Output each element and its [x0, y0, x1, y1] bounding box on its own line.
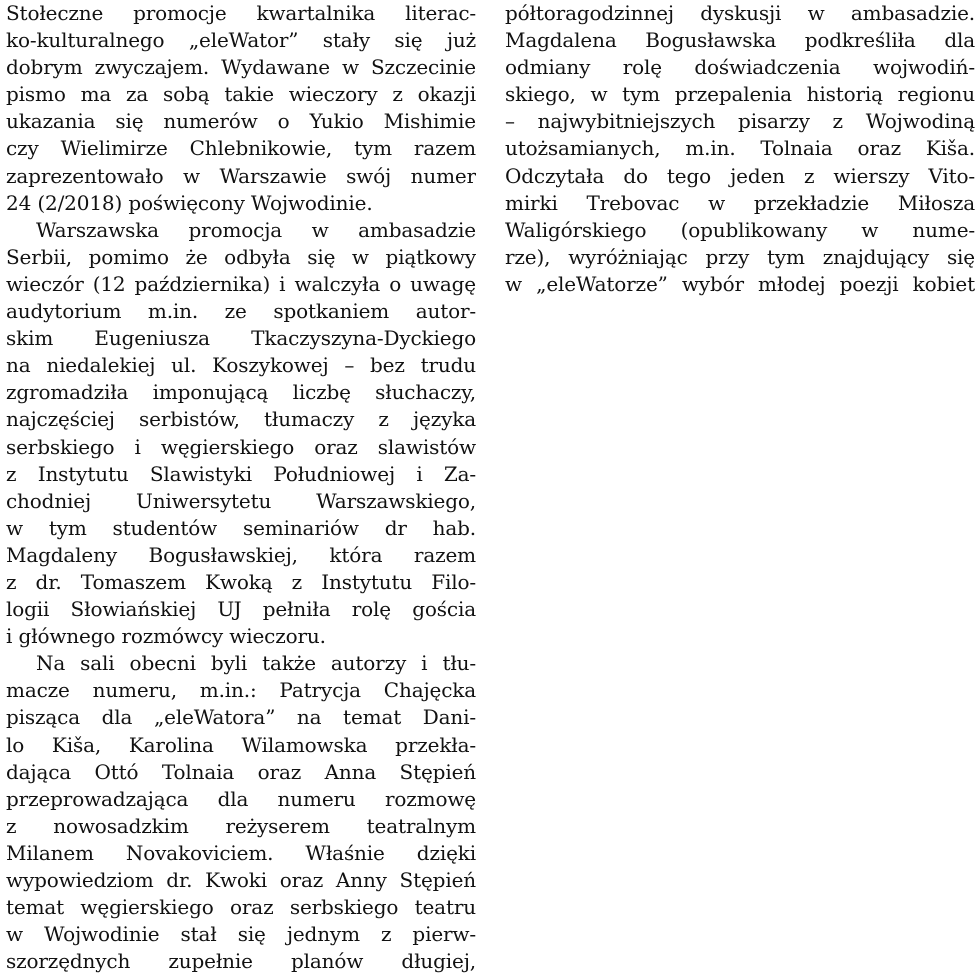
text-line: chodniej Uniwersytetu Warszawskiego, — [6, 488, 476, 513]
article-column-right — [505, 0, 975, 298]
text-line: wypowiedziom dr. Kwoki oraz Anny Stępień — [6, 868, 476, 892]
text-line: audytorium m.in. ze spotkaniem autor- — [6, 299, 476, 324]
text-line: Milanem Novakoviciem. Właśnie dzięki — [6, 840, 476, 865]
text-line: Waligórskiego (opublikowany w nume- — [505, 217, 975, 242]
text-line: najczęściej serbistów, tłumaczy z języka — [6, 407, 476, 432]
text-line: Magdaleny Bogusławskiej, która razem — [6, 542, 476, 567]
text-line: odmiany rolę doświadczenia wojwodiń- — [505, 55, 975, 80]
text-line: przeprowadzająca dla numeru rozmowę — [6, 786, 476, 811]
text-line: skim Eugeniusza Tkaczyszyna-Dyckiego — [6, 326, 476, 351]
text-line: – najwybitniejszych pisarzy z Wojwodiną — [505, 109, 975, 134]
text-line: w „eleWatorze” wybór młodej poezji kobiet — [505, 271, 975, 296]
text-line: pisząca dla „eleWatora” na temat Dani- — [6, 705, 476, 730]
text-line: Warszawska promocja w ambasadzie — [36, 217, 476, 242]
text-line: dająca Ottó Tolnaia oraz Anna Stępień — [6, 759, 476, 784]
text-line: Serbii, pomimo że odbyła się w piątkowy — [6, 244, 476, 269]
text-line: logii Słowiańskiej UJ pełniła rolę gościa — [6, 597, 476, 622]
text-line: półtoragodzinnej dyskusji w ambasadzie. — [505, 1, 975, 25]
text-line: z dr. Tomaszem Kwoką z Instytutu Filo- — [6, 569, 476, 594]
text-line: skiego, w tym przepalenia historią regionu — [505, 82, 975, 107]
text-line: rze), wyróżniając przy tym znajdujący się — [505, 244, 975, 269]
text-line: temat węgierskiego oraz serbskiego teatru — [6, 895, 476, 920]
text-line: macze numeru, m.in.: Patrycja Chajęcka — [6, 678, 476, 703]
text-line: Stołeczne promocje kwartalnika literac- — [6, 1, 476, 25]
text-line: ukazania się numerów o Yukio Mishimie — [6, 109, 476, 134]
text-line: zgromadziła imponującą liczbę słuchaczy, — [6, 380, 476, 405]
text-line: mirki Trebovac w przekładzie Miłosza — [505, 190, 975, 215]
text-line: Magdalena Bogusławska podkreśliła dla — [505, 28, 975, 53]
text-line: serbskiego i węgierskiego oraz slawistów — [6, 434, 476, 459]
text-line: w Wojwodinie stał się jednym z pierw- — [6, 922, 476, 947]
text-line: z Instytutu Slawistyki Południowej i Za- — [6, 461, 476, 486]
text-line: ko-kulturalnego „eleWator” stały się już — [6, 28, 476, 53]
text-line: Na sali obecni byli także autorzy i tłu- — [36, 651, 476, 676]
text-line: pismo ma za sobą takie wieczory z okazji — [6, 82, 476, 107]
text-line: i głównego rozmówcy wieczoru. — [6, 624, 326, 649]
text-line: Odczytała do tego jeden z wierszy Vito- — [505, 163, 975, 188]
text-line: z nowosadzkim reżyserem teatralnym — [6, 813, 476, 838]
text-line: czy Wielimirze Chlebnikowie, tym razem — [6, 136, 476, 161]
text-line: 24 (2/2018) poświęcony Wojwodinie. — [6, 190, 373, 215]
text-line: szorzędnych zupełnie planów długiej, — [6, 949, 476, 974]
text-line: zaprezentowało w Warszawie swój numer — [6, 163, 476, 188]
text-line: na niedalekiej ul. Koszykowej – bez trudu — [6, 353, 476, 378]
text-line: wieczór (12 października) i walczyła o uwagę — [6, 271, 476, 296]
text-line: lo Kiša, Karolina Wilamowska przekła- — [6, 732, 476, 757]
article-column-left — [6, 0, 476, 975]
text-line: utożsamianych, m.in. Tolnaia oraz Kiša. — [505, 136, 975, 161]
text-line: w tym studentów seminariów dr hab. — [6, 515, 476, 540]
text-line: dobrym zwyczajem. Wydawane w Szczecinie — [6, 55, 476, 80]
